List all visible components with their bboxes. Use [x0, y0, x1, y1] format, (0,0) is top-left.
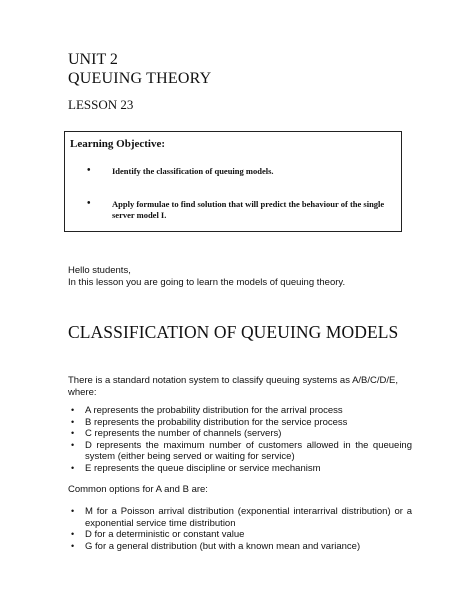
bullet-icon: •	[87, 165, 91, 176]
list-item-text: C represents the number of channels (servers)	[85, 428, 282, 439]
list-item-text: M for a Poisson arrival distribution (exponential interarrival distribution) or a exponential service time distribution	[85, 506, 412, 529]
list-item	[68, 529, 412, 541]
notation-list	[68, 405, 412, 474]
objective-item-text: Apply formulae to find solution that will predict the behaviour of the single server model I.	[112, 199, 385, 220]
list-item	[68, 417, 412, 429]
lesson-label: LESSON 23	[68, 97, 134, 112]
list-item-text: E represents the queue discipline or service mechanism	[85, 462, 321, 474]
learning-objective-title: Learning Objective:	[70, 138, 166, 150]
intro-block	[68, 265, 345, 288]
bullet-icon: •	[71, 529, 75, 539]
list-item-text: B represents the probability distribution for the service process	[85, 416, 348, 428]
list-item	[68, 440, 412, 463]
list-item-text: D for a deterministic or constant value	[85, 529, 245, 540]
list-item	[68, 405, 412, 417]
unit-label: UNIT 2	[68, 51, 118, 68]
options-paragraph: Common options for A and B are:	[68, 484, 208, 495]
bullet-icon: •	[71, 416, 75, 427]
learning-objective-box	[64, 131, 402, 232]
greeting-text: Hello students,	[68, 265, 131, 276]
list-item	[68, 428, 412, 440]
options-list	[68, 506, 412, 552]
intro-text: In this lesson you are going to learn the models of queuing theory.	[68, 276, 346, 288]
bullet-icon: •	[71, 405, 75, 415]
bullet-icon: •	[71, 462, 75, 473]
bullet-icon: •	[71, 428, 75, 438]
list-item	[68, 463, 412, 475]
section-heading: CLASSIFICATION OF QUEUING MODELS	[68, 322, 399, 342]
bullet-icon: •	[87, 198, 91, 209]
list-item-text: G for a general distribution (but with a known mean and variance)	[85, 540, 361, 552]
bullet-icon: •	[71, 439, 75, 450]
bullet-icon: •	[71, 506, 75, 516]
list-item	[68, 506, 412, 529]
list-item-text: D represents the maximum number of customers allowed in the queueing system (either being served or waiting for service)	[85, 439, 412, 462]
list-item	[68, 541, 412, 553]
bullet-icon: •	[71, 540, 75, 551]
unit-topic: QUEUING THEORY	[68, 70, 212, 87]
objective-item-text: Identify the classification of queuing models.	[112, 166, 274, 176]
list-item-text: A represents the probability distribution for the arrival process	[85, 405, 343, 416]
notation-paragraph: There is a standard notation system to classify queuing systems as A/B/C/D/E, where:	[68, 375, 399, 398]
